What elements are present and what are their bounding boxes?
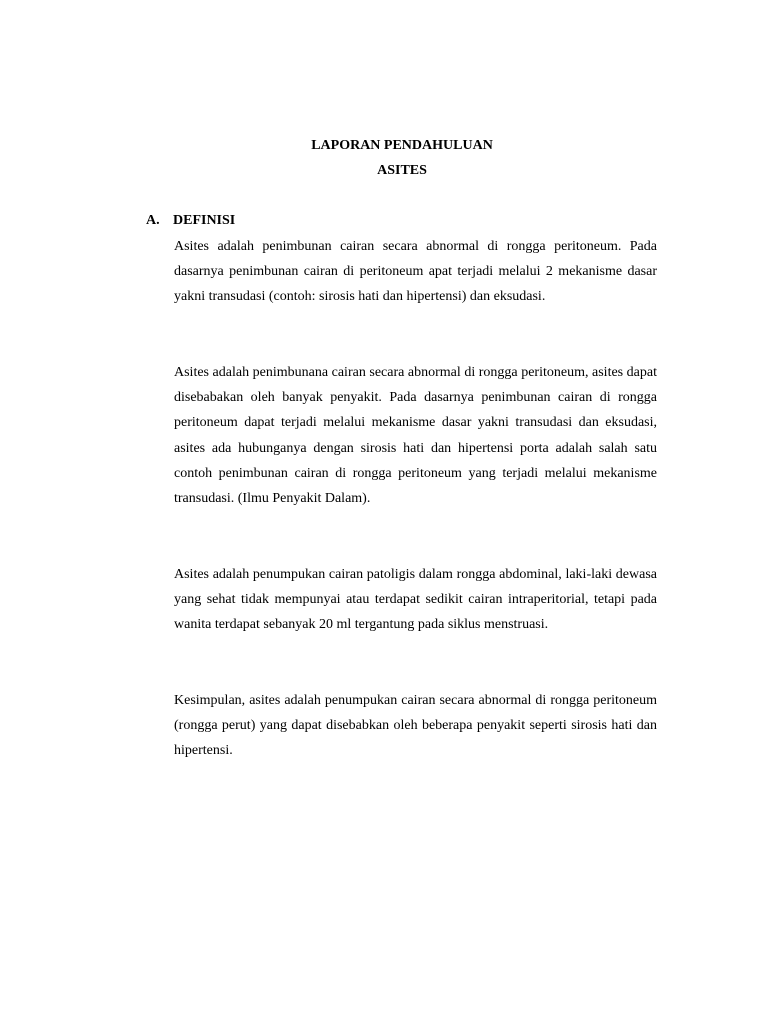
section-number: A. (146, 213, 160, 228)
section-heading (146, 212, 235, 230)
definition-paragraph-1: Asites adalah penimbunan cairan secara abnormal di rongga peritoneum. Pada dasarnya penimbunan cairan di peritoneum apat terjadi melalui 2 mekanisme dasar yakni transudasi (contoh: sirosis hati dan hipertensi) dan eksudasi. (174, 239, 657, 305)
definition-paragraph-2: Asites adalah penimbunana cairan secara abnormal di rongga peritoneum, asites dapat disebabakan oleh banyak penyakit. Pada dasarnya penimbunan cairan di rongga peritoneum dapat terjadi melalui mekanisme dasar yakni transudasi dan eksudasi, asites ada hubunganya dengan sirosis hati dan hipertensi porta adalah salah satu contoh penimbunan cairan di rongga peritoneum yang terjadi melalui mekanisme transudasi. (Ilmu Penyakit Dalam). (174, 365, 657, 507)
section-title: DEFINISI (173, 213, 236, 228)
definition-paragraph-3: Asites adalah penumpukan cairan patoligis dalam rongga abdominal, laki-laki dewasa yang sehat tidak mempunyai atau terdapat sedikit cairan intraperitorial, tetapi pada wanita terdapat sebanyak 20 ml tergantung pada siklus menstruasi. (174, 567, 657, 633)
conclusion-paragraph: Kesimpulan, asites adalah penumpukan cairan secara abnormal di rongga peritoneum (rongga perut) yang dapat disebabkan oleh beberapa penyakit seperti sirosis hati dan hipertensi. (174, 693, 657, 759)
document-title: LAPORAN PENDAHULUAN (311, 138, 493, 153)
document-subtitle: ASITES (377, 163, 427, 178)
